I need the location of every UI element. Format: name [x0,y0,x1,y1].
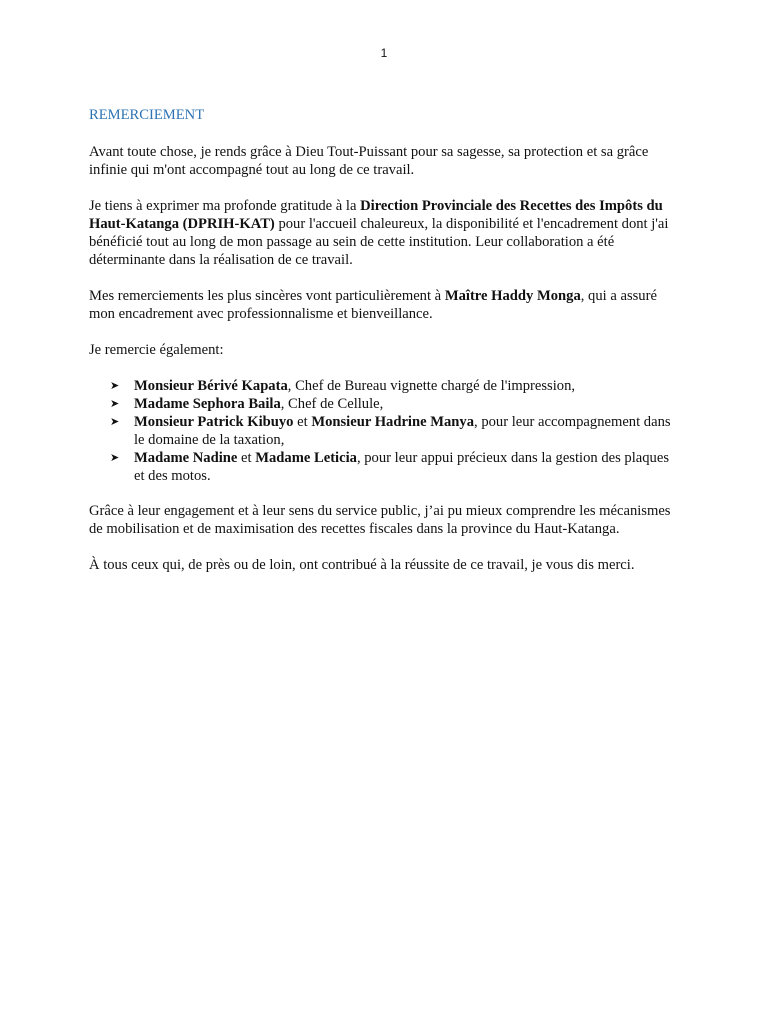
paragraph-intro: Avant toute chose, je rends grâce à Dieu Tout-Puissant pour sa sagesse, sa protection et sa grâce infinie qui m'ont accompagné tout au long de ce travail. [89,144,649,178]
bold-person-name: Madame Nadine [134,450,238,466]
text-segment: Mes remerciements les plus sincères vont particulièrement à [89,288,445,304]
document-body [89,106,679,592]
text-segment: , pour leur appui précieux dans la gestion des plaques et des motos. [134,450,670,484]
bold-person-name: Madame Sephora Baila [134,396,281,412]
list-item [110,449,679,485]
text-segment: , pour leur accompagnement dans le domaine de la taxation, [134,414,671,448]
paragraph-also-thanks: Je remercie également: [89,342,224,358]
arrowhead-bullet-icon: ➤ [110,380,120,392]
paragraph-dprih [89,197,679,269]
arrowhead-bullet-icon: ➤ [110,398,120,410]
bold-person-name: Monsieur Hadrine Manya [311,414,475,430]
arrowhead-bullet-icon: ➤ [110,416,120,428]
text-segment: , Chef de Bureau vignette chargé de l'impression, [287,378,576,394]
bold-institution-name: Direction Provinciale des Recettes des Impôts du Haut-Katanga (DPRIH-KAT) [89,198,663,232]
text-segment: et [237,450,256,466]
paragraph-supervisor [89,287,679,323]
paragraph-public-service: Grâce à leur engagement et à leur sens du service public, j’ai pu mieux comprendre les mécanismes de mobilisation et de maximisation des recettes fiscales dans la province du Haut-Katanga. [89,503,671,537]
paragraph-closing: À tous ceux qui, de près ou de loin, ont contribué à la réussite de ce travail, je vous dis merci. [89,557,635,573]
bold-supervisor-name: Maître Haddy Monga [444,288,581,304]
text-segment: , qui a assuré mon encadrement avec professionnalisme et bienveillance. [89,288,657,322]
list-item [110,413,679,449]
section-heading: REMERCIEMENT [89,107,205,123]
page-number: 1 [380,46,388,60]
text-segment: Je tiens à exprimer ma profonde gratitude à la [89,198,361,214]
arrowhead-bullet-icon: ➤ [110,452,120,464]
bold-person-name: Monsieur Patrick Kibuyo [134,414,294,430]
text-segment: et [293,414,312,430]
text-segment: pour l'accueil chaleureux, la disponibilité et l'encadrement dont j'ai bénéficié tout au long de mon passage au sein de cette institution. Leur collaboration a été déterminante dans la réalisation de ce travail. [89,216,669,268]
bold-person-name: Monsieur Bérivé Kapata [134,378,288,394]
bold-person-name: Madame Leticia [255,450,357,466]
acknowledgement-list [89,377,679,485]
list-item [110,377,679,395]
text-segment: , Chef de Cellule, [280,396,384,412]
list-item [110,395,679,413]
